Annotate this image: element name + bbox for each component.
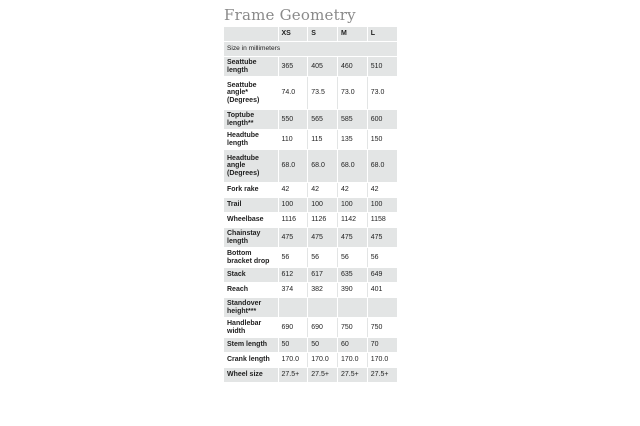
table-cell: 68.0 xyxy=(278,150,308,183)
table-cell: 170.0 xyxy=(308,353,338,368)
table-cell xyxy=(278,298,308,318)
table-cell: 170.0 xyxy=(338,353,368,368)
table-cell: 68.0 xyxy=(367,150,397,183)
table-cell: 401 xyxy=(367,283,397,298)
table-cell: 170.0 xyxy=(367,353,397,368)
table-cell xyxy=(367,298,397,318)
table-row xyxy=(224,248,397,268)
table-cell: 50 xyxy=(278,338,308,353)
table-cell: 1116 xyxy=(278,213,308,228)
table-cell: 617 xyxy=(308,268,338,283)
table-cell: 42 xyxy=(338,183,368,198)
row-label: Toptube length** xyxy=(224,110,278,130)
table-cell: 170.0 xyxy=(278,353,308,368)
table-cell: 73.0 xyxy=(367,77,397,110)
table-row xyxy=(224,183,397,198)
table-cell: 750 xyxy=(367,318,397,338)
table-cell: 1142 xyxy=(338,213,368,228)
table-cell: 70 xyxy=(367,338,397,353)
table-cell: 100 xyxy=(278,198,308,213)
row-label: Trail xyxy=(224,198,278,213)
table-cell: 56 xyxy=(278,248,308,268)
row-label: Fork rake xyxy=(224,183,278,198)
table-cell: 475 xyxy=(367,228,397,248)
table-cell: 56 xyxy=(367,248,397,268)
table-cell: 390 xyxy=(338,283,368,298)
table-cell: 690 xyxy=(278,318,308,338)
table-row xyxy=(224,353,397,368)
table-cell: 100 xyxy=(367,198,397,213)
units-note: Size in millimeters xyxy=(224,42,397,57)
table-cell: 42 xyxy=(278,183,308,198)
table-cell: 68.0 xyxy=(308,150,338,183)
table-row xyxy=(224,57,397,77)
table-row xyxy=(224,228,397,248)
table-cell: 42 xyxy=(367,183,397,198)
row-label: Bottom bracket drop xyxy=(224,248,278,268)
table-cell: 405 xyxy=(308,57,338,77)
page-title: Frame Geometry xyxy=(224,6,356,24)
column-header xyxy=(224,27,278,42)
row-label: Seattube length xyxy=(224,57,278,77)
column-header: S xyxy=(308,27,338,42)
table-row xyxy=(224,368,397,383)
table-cell: 690 xyxy=(308,318,338,338)
table-cell: 27.5+ xyxy=(308,368,338,383)
table-row xyxy=(224,150,397,183)
table-cell: 510 xyxy=(367,57,397,77)
column-header: L xyxy=(367,27,397,42)
table-cell: 475 xyxy=(308,228,338,248)
column-header: XS xyxy=(278,27,308,42)
table-cell: 600 xyxy=(367,110,397,130)
table-cell: 74.0 xyxy=(278,77,308,110)
table-cell: 649 xyxy=(367,268,397,283)
table-cell: 42 xyxy=(308,183,338,198)
table-row xyxy=(224,110,397,130)
row-label: Headtube length xyxy=(224,130,278,150)
table-row xyxy=(224,298,397,318)
column-header: M xyxy=(338,27,368,42)
table-cell: 100 xyxy=(308,198,338,213)
table-row xyxy=(224,338,397,353)
geometry-table xyxy=(224,27,398,383)
table-cell: 475 xyxy=(338,228,368,248)
table-cell xyxy=(338,298,368,318)
row-label: Reach xyxy=(224,283,278,298)
table-cell: 475 xyxy=(278,228,308,248)
table-cell: 565 xyxy=(308,110,338,130)
table-cell: 73.5 xyxy=(308,77,338,110)
row-label: Stack xyxy=(224,268,278,283)
row-label: Wheel size xyxy=(224,368,278,383)
row-label: Crank length xyxy=(224,353,278,368)
table-cell: 27.5+ xyxy=(367,368,397,383)
table-cell xyxy=(308,298,338,318)
table-cell: 135 xyxy=(338,130,368,150)
table-cell: 115 xyxy=(308,130,338,150)
table-row xyxy=(224,77,397,110)
table-cell: 1126 xyxy=(308,213,338,228)
table-cell: 27.5+ xyxy=(278,368,308,383)
table-cell: 73.0 xyxy=(338,77,368,110)
table-body xyxy=(224,57,397,383)
table-row xyxy=(224,213,397,228)
table-cell: 1158 xyxy=(367,213,397,228)
table-cell: 550 xyxy=(278,110,308,130)
row-label: Headtube angle (Degrees) xyxy=(224,150,278,183)
table-cell: 374 xyxy=(278,283,308,298)
table-cell: 150 xyxy=(367,130,397,150)
table-cell: 612 xyxy=(278,268,308,283)
table-row xyxy=(224,198,397,213)
table-cell: 50 xyxy=(308,338,338,353)
table-cell: 635 xyxy=(338,268,368,283)
table-row xyxy=(224,130,397,150)
row-label: Seattube angle* (Degrees) xyxy=(224,77,278,110)
table-cell: 585 xyxy=(338,110,368,130)
table-cell: 56 xyxy=(308,248,338,268)
row-label: Handlebar width xyxy=(224,318,278,338)
table-cell: 460 xyxy=(338,57,368,77)
table-row xyxy=(224,283,397,298)
units-row xyxy=(224,42,397,57)
table-cell: 382 xyxy=(308,283,338,298)
table-cell: 365 xyxy=(278,57,308,77)
row-label: Stem length xyxy=(224,338,278,353)
table-cell: 750 xyxy=(338,318,368,338)
row-label: Standover height*** xyxy=(224,298,278,318)
row-label: Chainstay length xyxy=(224,228,278,248)
table-cell: 68.0 xyxy=(338,150,368,183)
table-cell: 100 xyxy=(338,198,368,213)
table-cell: 110 xyxy=(278,130,308,150)
table-cell: 60 xyxy=(338,338,368,353)
table-cell: 27.5+ xyxy=(338,368,368,383)
header-row xyxy=(224,27,397,42)
row-label: Wheelbase xyxy=(224,213,278,228)
table-cell: 56 xyxy=(338,248,368,268)
table-row xyxy=(224,318,397,338)
table-row xyxy=(224,268,397,283)
